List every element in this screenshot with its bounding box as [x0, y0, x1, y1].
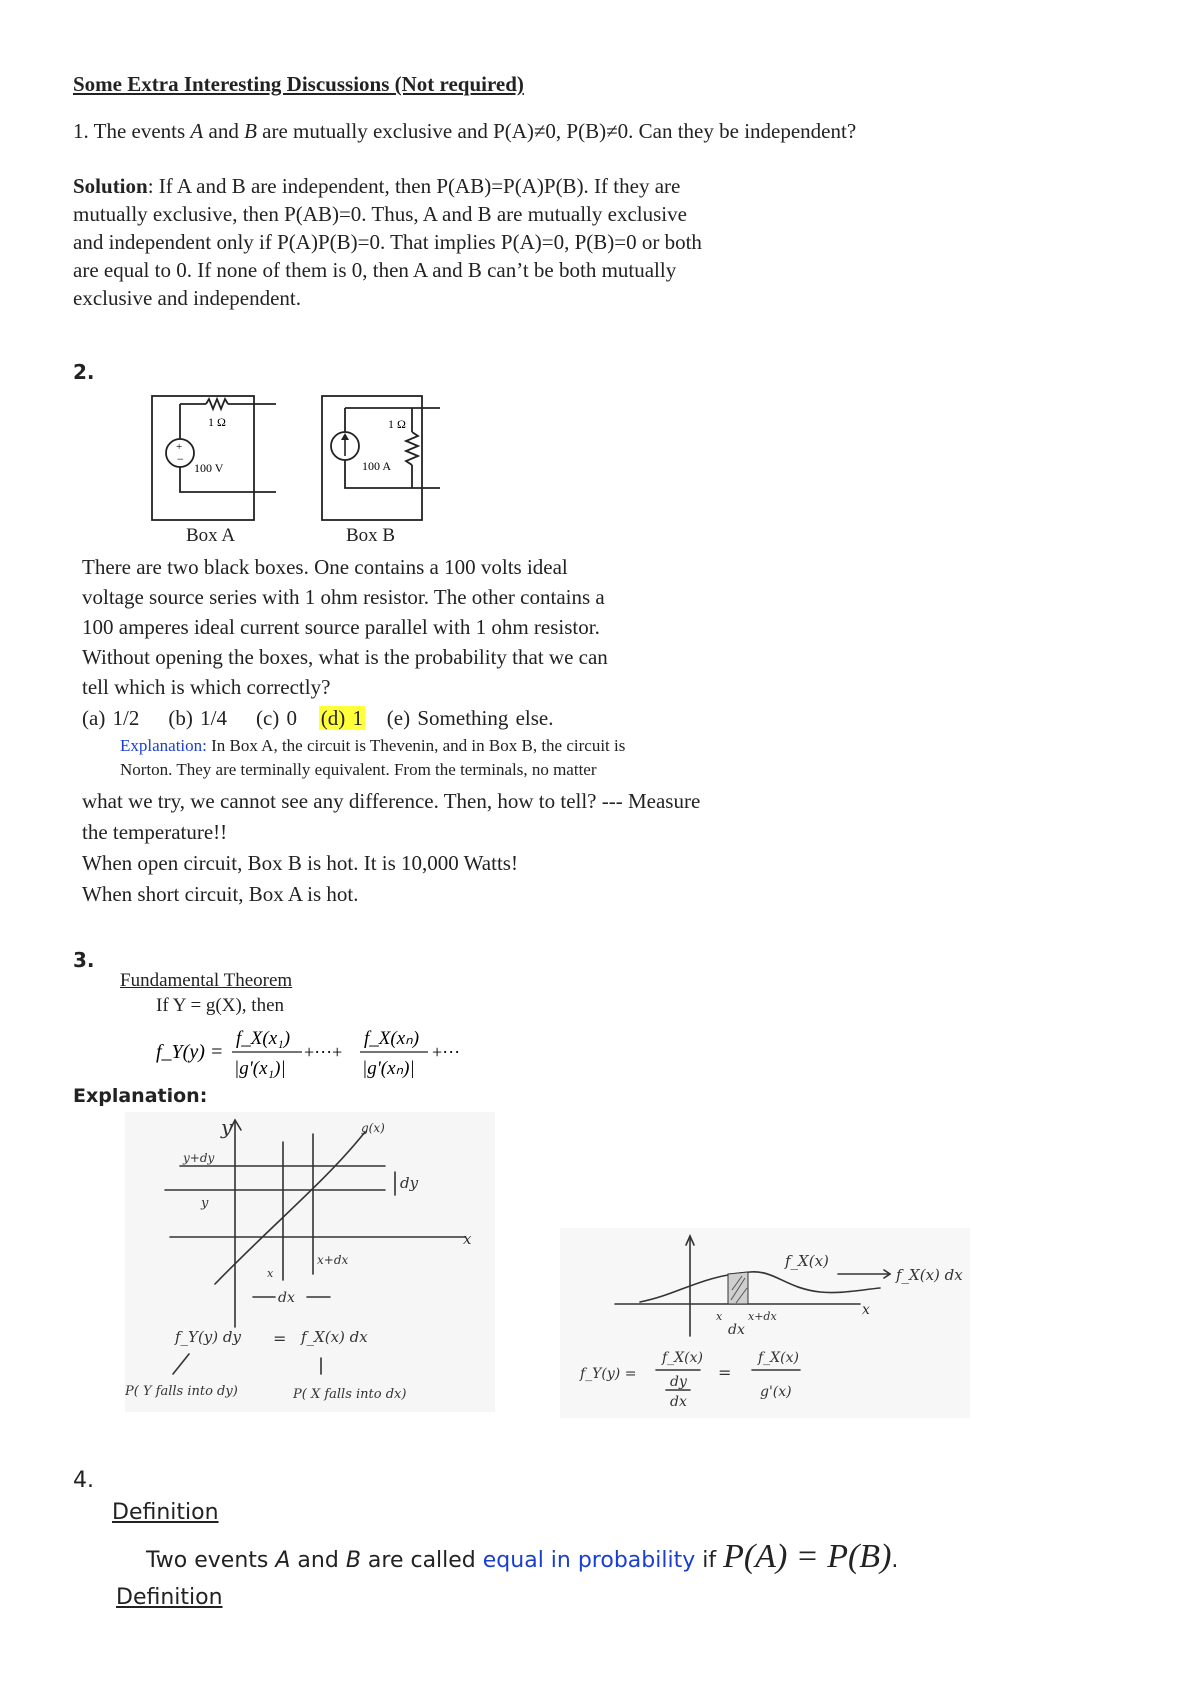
sketch1-y-axis-label: y — [221, 1115, 233, 1139]
box-b-resistor — [406, 432, 418, 465]
q1-and: and — [203, 119, 245, 143]
sketch1-note-right: P( X falls into dx) — [293, 1387, 407, 1402]
sketch1-note-left: P( Y falls into dy) — [125, 1384, 238, 1399]
term2-numerator: f_X(xₙ) — [364, 1028, 420, 1049]
sketch2-fx-dx-label: f_X(x) dx — [896, 1266, 963, 1284]
term1-numerator: f_X(x₁) — [236, 1028, 291, 1049]
def-event-b: B — [345, 1548, 361, 1573]
sketch1-dx-label: dx — [278, 1290, 295, 1306]
q1-prefix: 1. The events — [73, 119, 191, 143]
sketch2-den2: g'(x) — [760, 1384, 792, 1400]
sketch2-den1-bottom: dx — [670, 1394, 687, 1410]
sketch-pdf-transformation — [125, 1112, 495, 1412]
option-d-highlighted: (d) 1 — [320, 706, 364, 730]
q2-explanation — [120, 734, 720, 782]
q1-condition: P(A)≠0, P(B)≠0 — [493, 119, 629, 143]
q1-event-a: A — [190, 119, 204, 143]
sketch1-eq-mid: = — [273, 1329, 287, 1348]
definition-label-2: Definition — [116, 1585, 223, 1610]
q2-more — [82, 786, 862, 910]
q2-line-5: tell which is which correctly? — [82, 675, 331, 699]
sketch2-fx-label: f_X(x) — [785, 1252, 829, 1270]
def-formula: P(A) = P(B) — [723, 1538, 892, 1575]
svg-text:−: − — [177, 452, 184, 466]
sketch1-y-label: y — [201, 1196, 209, 1211]
def-term-equal-in-probability: equal in probability — [482, 1548, 696, 1573]
sketch1-eq-left: f_Y(y) dy — [175, 1328, 241, 1346]
q1-mid: are mutually exclusive and — [256, 119, 494, 143]
formula-lhs: f_Y(y) = — [156, 1041, 224, 1063]
q2-more-line-4: When short circuit, Box A is hot. — [82, 882, 359, 906]
sketch1-eq-right: f_X(x) dx — [301, 1328, 368, 1346]
box-a-caption: Box A — [186, 525, 236, 546]
sketch2-den1-top: dy — [670, 1374, 687, 1390]
def-are-called: are called — [360, 1548, 483, 1573]
solution-line-1: : If A and B are independent, then P(AB)=P(A)P(B). If they are — [147, 174, 681, 198]
question-1 — [73, 117, 873, 145]
option-c: (c) 0 — [255, 706, 298, 730]
q2-question — [82, 552, 862, 702]
box-a-diagram — [152, 396, 276, 520]
sketch2-eq: = — [718, 1363, 732, 1382]
term2-denominator: |g'(xₙ)| — [362, 1058, 415, 1079]
q1-event-b: B — [244, 119, 257, 143]
q2-line-2: voltage source series with 1 ohm resistor. The other contains a — [82, 585, 605, 609]
question-4-number: 4. — [73, 1468, 94, 1493]
def-if: if — [695, 1548, 724, 1573]
q3-explanation-label: Explanation: — [73, 1085, 208, 1107]
explanation-label: Explanation: — [120, 736, 207, 755]
q2-line-1: There are two black boxes. One contains a 100 volts ideal — [82, 555, 568, 579]
q2-line-3: 100 amperes ideal current source parallel with 1 ohm resistor. — [82, 615, 600, 639]
box-a-wire — [180, 404, 276, 492]
def-prefix: Two events — [146, 1548, 276, 1573]
solution-label: Solution — [73, 174, 148, 198]
sketch1-x-axis-label: x — [463, 1230, 472, 1248]
def-period: . — [891, 1548, 899, 1573]
sketch2-x-label: x — [716, 1310, 723, 1323]
q2-more-line-3: When open circuit, Box B is hot. It is 10,000 Watts! — [82, 851, 518, 875]
solution-line-3: and independent only if P(A)P(B)=0. That implies P(A)=0, P(B)=0 or both — [73, 230, 702, 254]
sketch-density-area — [560, 1228, 970, 1418]
sketch1-gx-label: g(x) — [361, 1121, 385, 1135]
box-a-source-label: 100 V — [194, 461, 224, 475]
sketch2-num2: f_X(x) — [758, 1350, 799, 1366]
theorem-formula — [150, 1018, 490, 1082]
solution-line-2: mutually exclusive, then P(AB)=0. Thus, A and B are mutually exclusive — [73, 202, 687, 226]
question-3-number: 3. — [73, 948, 95, 972]
def-and: and — [290, 1548, 346, 1573]
solution-line-5: exclusive and independent. — [73, 286, 302, 310]
def-event-a: A — [275, 1548, 291, 1573]
term1-denominator: |g'(x₁)| — [234, 1058, 286, 1079]
box-b-source-label: 100 A — [362, 459, 392, 473]
explanation-line-1: In Box A, the circuit is Thevenin, and in Box B, the circuit is — [206, 736, 626, 755]
svg-text:+: + — [176, 441, 183, 453]
sketch2-x-axis-label: x — [862, 1302, 870, 1318]
box-b-caption: Box B — [346, 525, 396, 546]
q2-more-line-1: what we try, we cannot see any difference. Then, how to tell? --- Measure — [82, 789, 701, 813]
q1-solution — [73, 172, 873, 312]
box-b-resistor-label: 1 Ω — [388, 417, 406, 431]
box-a-resistor — [206, 399, 228, 409]
sketch2-lhs: f_Y(y) = — [580, 1366, 637, 1382]
sketch2-x-plus-dx: x+dx — [748, 1310, 777, 1323]
solution-line-4: are equal to 0. If none of them is 0, then A and B can’t be both mutually — [73, 258, 677, 282]
theorem-if: If Y = g(X), then — [156, 995, 285, 1016]
theorem-title: Fundamental Theorem — [120, 970, 293, 991]
box-b-diagram — [322, 396, 440, 520]
q2-more-line-2: the temperature!! — [82, 820, 228, 844]
option-b: (b) 1/4 — [168, 706, 227, 730]
q2-line-4: Without opening the boxes, what is the probability that we can — [82, 645, 608, 669]
sketch2-num1: f_X(x) — [662, 1350, 703, 1366]
definition-label-1: Definition — [112, 1500, 219, 1525]
sketch1-x-plus-dx: x+dx — [317, 1253, 349, 1267]
sketch1-dy-label: dy — [400, 1174, 419, 1192]
option-e: (e) Something else. — [386, 706, 554, 730]
dots-middle: +···+ — [304, 1042, 343, 1062]
option-a: (a) 1/2 — [82, 706, 140, 730]
explanation-line-2: Norton. They are terminally equivalent. From the terminals, no matter — [120, 760, 597, 779]
sketch1-x-label: x — [267, 1267, 274, 1280]
page-title: Some Extra Interesting Discussions (Not required) — [73, 72, 524, 96]
sketch1-y-plus-dy: y+dy — [183, 1151, 215, 1165]
question-2-number: 2. — [73, 360, 95, 384]
q2-options — [82, 703, 862, 733]
sketch2-dx-label: dx — [728, 1322, 745, 1338]
q1-suffix: . Can they be independent? — [628, 119, 857, 143]
dots-end: +··· — [432, 1042, 461, 1062]
definition-sentence — [146, 1538, 898, 1576]
box-a-resistor-label: 1 Ω — [208, 415, 226, 429]
